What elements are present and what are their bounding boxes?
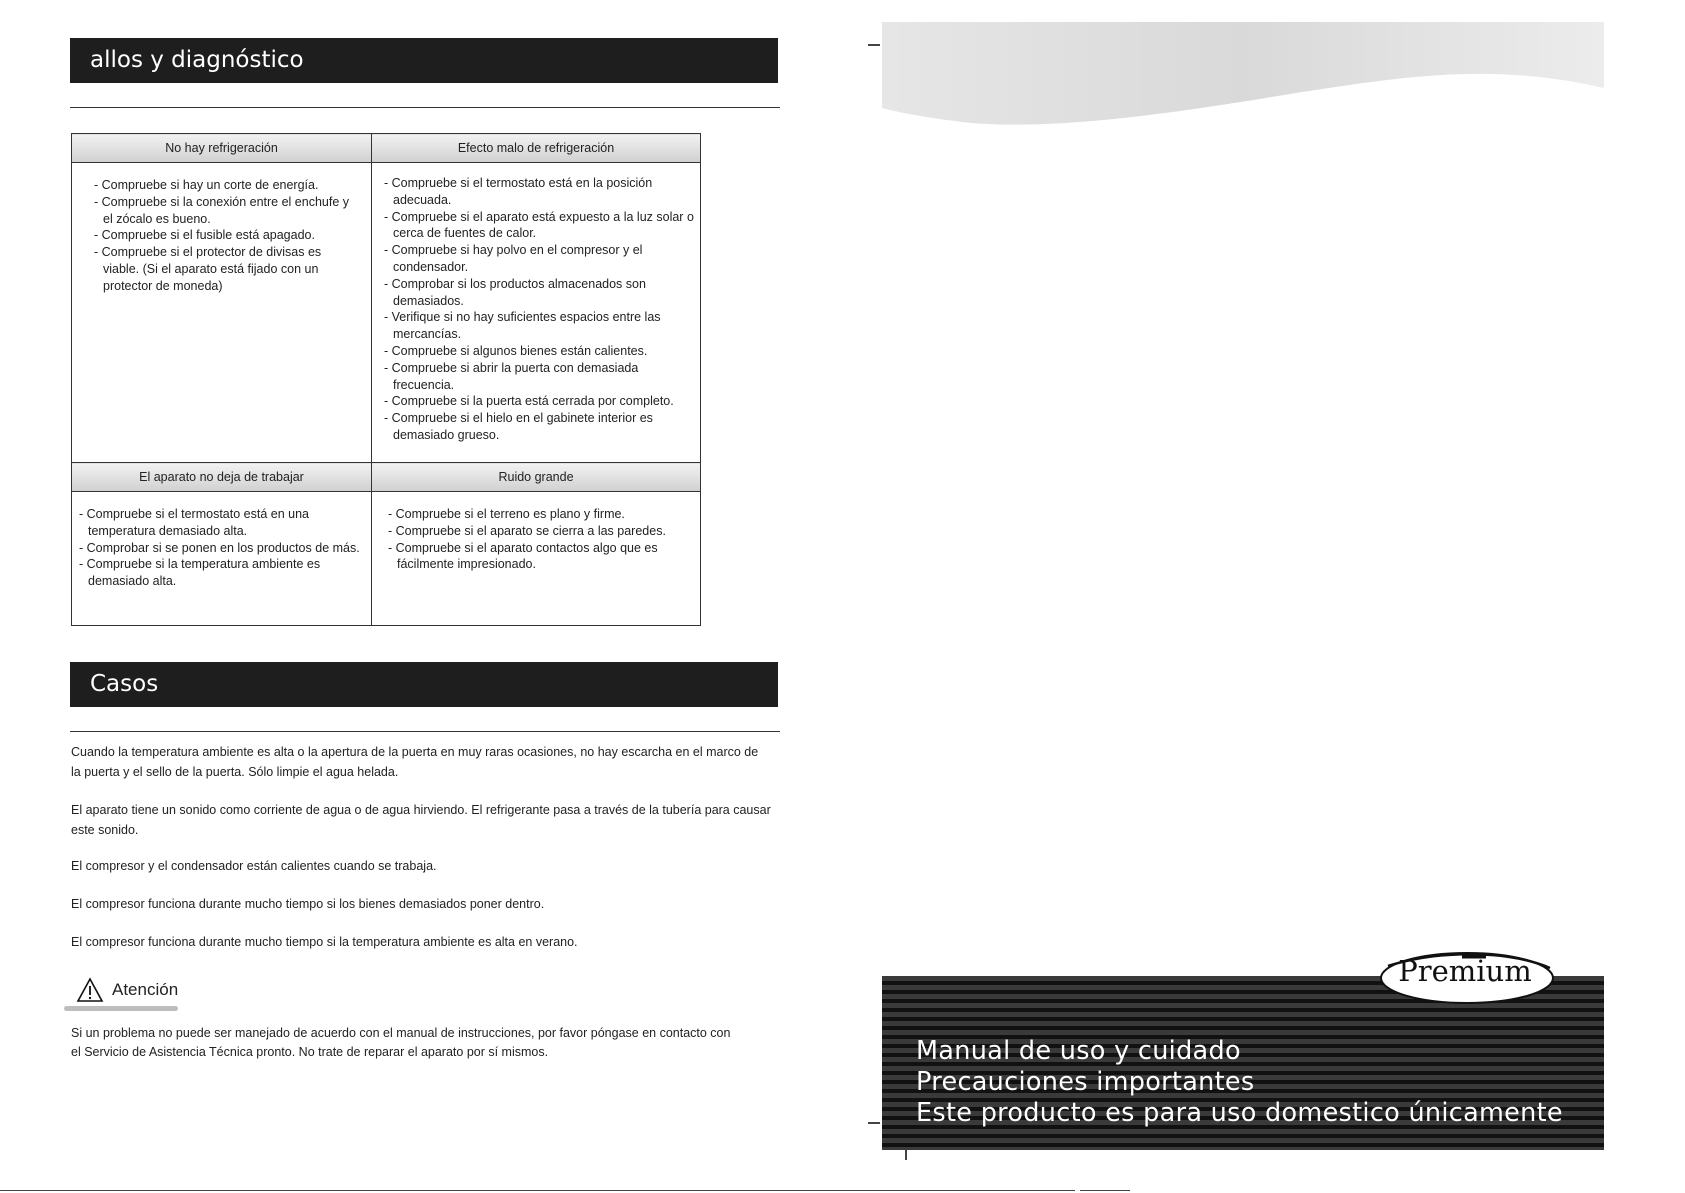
crop-mark xyxy=(868,1122,880,1124)
divider xyxy=(70,107,780,108)
table-line: - Compruebe si el fusible está apagado. xyxy=(94,228,315,243)
crop-mark xyxy=(868,44,880,46)
header-efecto-malo: Efecto malo de refrigeración xyxy=(372,134,701,163)
table-line: temperatura demasiado alta. xyxy=(88,523,248,538)
table-line: protector de moneda) xyxy=(103,278,223,293)
attention-underline xyxy=(64,1006,178,1011)
table-line: - Comprobar si los productos almacenados son xyxy=(384,276,646,291)
cell-ruido-grande xyxy=(372,492,701,626)
table-line: - Compruebe si abrir la puerta con demasiada xyxy=(384,360,639,375)
table-line: - Compruebe si el protector de divisas es xyxy=(94,245,322,260)
list-no-refrigeracion xyxy=(94,177,361,295)
diagnostic-table xyxy=(71,133,701,626)
list-ruido-grande xyxy=(388,506,692,573)
brand-logo-text: Premium xyxy=(1398,954,1532,988)
table-line: - Compruebe si la temperatura ambiente es xyxy=(79,557,321,572)
attention-label: Atención xyxy=(112,980,179,999)
table-line: - Verifique si no hay suficientes espacios entre las xyxy=(384,310,661,325)
list-efecto-malo xyxy=(384,175,696,444)
table-line: adecuada. xyxy=(393,192,452,207)
table-line: - Compruebe si el terreno es plano y firme. xyxy=(388,507,625,521)
divider xyxy=(70,731,780,732)
table-line: mercancías. xyxy=(393,327,462,342)
table-line: - Compruebe si algunos bienes están calientes. xyxy=(384,343,648,358)
caso-paragraph: Cuando la temperatura ambiente es alta o la apertura de la puerta en muy raras ocasiones, no hay escarcha en el marco de la puerta y el sello de la puerta. Sólo limpie el agua helada. xyxy=(71,745,759,779)
table-line: - Compruebe si el termostato está en una xyxy=(79,507,309,521)
table-line: condensador. xyxy=(393,259,469,274)
header-no-deja-trabajar: El aparato no deja de trabajar xyxy=(72,463,372,492)
table-line: cerca de fuentes de calor. xyxy=(393,226,537,241)
table-line: - Compruebe si hay un corte de energía. xyxy=(94,178,319,192)
cover-line-1: Manual de uso y cuidado xyxy=(916,1036,1241,1066)
table-line: - Compruebe si el aparato está expuesto a la luz solar o xyxy=(384,209,694,224)
table-line: frecuencia. xyxy=(393,377,455,392)
header-no-refrigeracion: No hay refrigeración xyxy=(72,134,372,163)
table-line: demasiado grueso. xyxy=(393,427,500,442)
table-line: demasiados. xyxy=(393,293,464,308)
table-line: - Compruebe si el hielo en el gabinete interior es xyxy=(384,411,653,426)
table-line: viable. (Si el aparato está fijado con un xyxy=(103,261,319,276)
cell-efecto-malo xyxy=(372,163,701,463)
list-no-deja-trabajar xyxy=(79,506,363,590)
cover-line-3: Este producto es para uso domestico únicamente xyxy=(916,1098,1563,1128)
page-bottom-rule xyxy=(0,1190,1075,1191)
cover-title-block xyxy=(916,1036,1563,1129)
section-title-diagnostico: allos y diagnóstico xyxy=(70,38,778,83)
crop-mark xyxy=(905,1150,907,1160)
table-line: - Compruebe si la conexión entre el enchufe y xyxy=(94,194,350,209)
caso-paragraph: El compresor funciona durante mucho tiempo si la temperatura ambiente es alta en verano. xyxy=(71,935,578,949)
table-line: el zócalo es bueno. xyxy=(103,211,211,226)
table-line: - Compruebe si hay polvo en el compresor y el xyxy=(384,243,643,258)
table-line: - Compruebe si el termostato está en la posición xyxy=(384,176,653,190)
cell-no-refrigeracion xyxy=(72,163,372,463)
warning-triangle-icon xyxy=(76,977,104,1003)
table-line: - Compruebe si la puerta está cerrada por completo. xyxy=(384,394,674,409)
attention-heading xyxy=(76,976,178,1004)
caso-paragraph: El compresor funciona durante mucho tiempo si los bienes demasiados poner dentro. xyxy=(71,897,545,911)
attention-text: Si un problema no puede ser manejado de acuerdo con el manual de instrucciones, por favor póngase en contacto con el Servicio de Asistencia Técnica pronto. No trate de reparar el aparato por sí mismos. xyxy=(71,1026,731,1059)
cover-line-2: Precauciones importantes xyxy=(916,1067,1255,1097)
table-line: - Compruebe si el aparato contactos algo que es xyxy=(388,540,658,555)
header-ruido-grande: Ruido grande xyxy=(372,463,701,492)
table-line: fácilmente impresionado. xyxy=(397,557,536,572)
table-line: demasiado alta. xyxy=(88,574,177,589)
page-bottom-rule xyxy=(1080,1190,1130,1191)
table-line: - Comprobar si se ponen en los productos de más. xyxy=(79,540,360,555)
caso-paragraph: El compresor y el condensador están calientes cuando se trabaja. xyxy=(71,859,437,873)
section-title-casos: Casos xyxy=(70,662,778,707)
caso-paragraph: El aparato tiene un sonido como corriente de agua o de agua hirviendo. El refrigerante pasa a través de la tubería para causar este sonido. xyxy=(71,803,771,837)
table-line: - Compruebe si el aparato se cierra a las paredes. xyxy=(388,523,666,538)
cell-no-deja-trabajar xyxy=(72,492,372,626)
